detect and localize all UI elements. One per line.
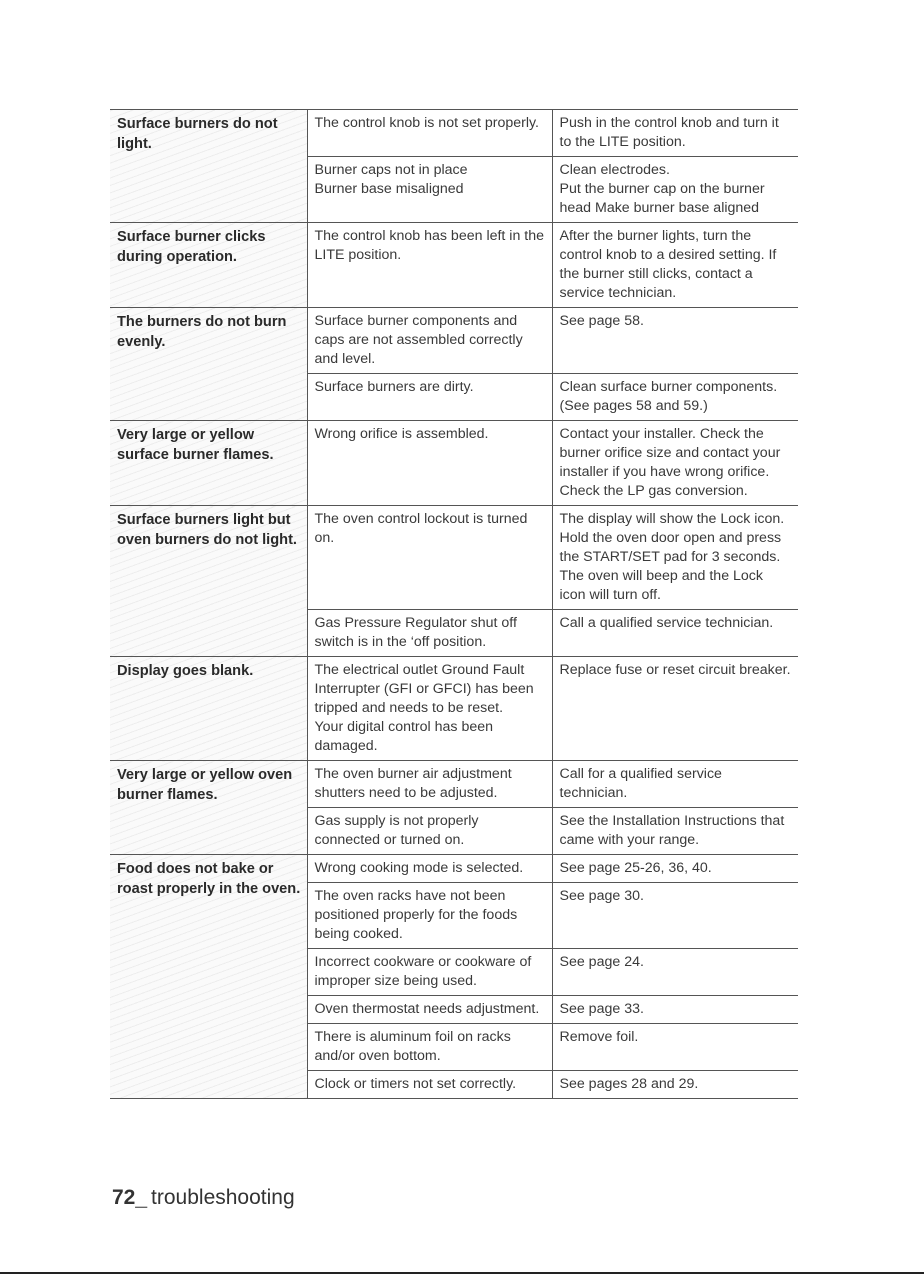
cause-cell: Surface burner components and caps are not assembled correctly and level. <box>307 308 552 374</box>
solution-cell: See pages 28 and 29. <box>552 1071 798 1099</box>
troubleshooting-table <box>110 109 798 1099</box>
table-row <box>110 421 798 506</box>
cause-cell: There is aluminum foil on racks and/or oven bottom. <box>307 1024 552 1071</box>
page-footer <box>112 1186 295 1210</box>
cause-cell: Wrong orifice is assembled. <box>307 421 552 506</box>
problem-cell: Food does not bake or roast properly in the oven. <box>110 855 307 1099</box>
cause-cell: Gas supply is not properly connected or turned on. <box>307 808 552 855</box>
cell-line: Burner base misaligned <box>314 181 464 197</box>
problem-cell: Surface burners light but oven burners do not light. <box>110 506 307 657</box>
solution-cell: See page 33. <box>552 996 798 1024</box>
section-name: troubleshooting <box>151 1186 295 1209</box>
table-row <box>110 506 798 610</box>
table-row <box>110 855 798 883</box>
problem-cell: Surface burner clicks during operation. <box>110 223 307 308</box>
bottom-rule <box>0 1272 924 1274</box>
problem-cell: The burners do not burn evenly. <box>110 308 307 421</box>
solution-cell: See page 30. <box>552 883 798 949</box>
cell-line: Your digital control has been damaged. <box>314 719 494 754</box>
solution-cell: Call a qualified service technician. <box>552 610 798 657</box>
cause-cell <box>307 657 552 761</box>
cell-line: Burner caps not in place <box>314 162 468 178</box>
solution-cell: Push in the control knob and turn it to the LITE position. <box>552 110 798 157</box>
footer-separator: _ <box>135 1186 148 1209</box>
solution-cell: Call for a qualified service technician. <box>552 761 798 808</box>
problem-cell: Very large or yellow oven burner flames. <box>110 761 307 855</box>
solution-cell: See the Installation Instructions that came with your range. <box>552 808 798 855</box>
solution-cell <box>552 157 798 223</box>
cell-line: Put the burner cap on the burner head Make burner base aligned <box>559 181 765 216</box>
table-row <box>110 308 798 374</box>
solution-cell: Contact your installer. Check the burner orifice size and contact your installer if you have wrong orifice. Check the LP gas conversion. <box>552 421 798 506</box>
solution-cell: See page 24. <box>552 949 798 996</box>
cell-line: Clean electrodes. <box>559 162 670 178</box>
solution-cell: After the burner lights, turn the control knob to a desired setting. If the burner still clicks, contact a service technician. <box>552 223 798 308</box>
cause-cell: Gas Pressure Regulator shut off switch is in the ‘off position. <box>307 610 552 657</box>
cause-cell: The oven control lockout is turned on. <box>307 506 552 610</box>
cause-cell: The oven burner air adjustment shutters need to be adjusted. <box>307 761 552 808</box>
cause-cell: The control knob is not set properly. <box>307 110 552 157</box>
table-row <box>110 761 798 808</box>
table-row <box>110 223 798 308</box>
cause-cell: Oven thermostat needs adjustment. <box>307 996 552 1024</box>
cause-cell <box>307 157 552 223</box>
solution-cell: Replace fuse or reset circuit breaker. <box>552 657 798 761</box>
cause-cell: Surface burners are dirty. <box>307 374 552 421</box>
solution-cell: The display will show the Lock icon. Hold the oven door open and press the START/SET pad for 3 seconds. The oven will beep and the Lock icon will turn off. <box>552 506 798 610</box>
table-row <box>110 657 798 761</box>
page-number: 72 <box>112 1186 136 1209</box>
troubleshooting-table-body <box>110 110 798 1099</box>
problem-cell: Surface burners do not light. <box>110 110 307 223</box>
cause-cell: Clock or timers not set correctly. <box>307 1071 552 1099</box>
cause-cell: The oven racks have not been positioned properly for the foods being cooked. <box>307 883 552 949</box>
solution-cell: Remove foil. <box>552 1024 798 1071</box>
solution-cell: Clean surface burner components. (See pages 58 and 59.) <box>552 374 798 421</box>
cause-cell: Incorrect cookware or cookware of improper size being used. <box>307 949 552 996</box>
problem-cell: Very large or yellow surface burner flames. <box>110 421 307 506</box>
cell-line: The electrical outlet Ground Fault Interrupter (GFI or GFCI) has been tripped and needs to be reset. <box>314 662 534 716</box>
solution-cell: See page 25-26, 36, 40. <box>552 855 798 883</box>
table-row <box>110 110 798 157</box>
problem-cell: Display goes blank. <box>110 657 307 761</box>
cause-cell: The control knob has been left in the LITE position. <box>307 223 552 308</box>
solution-cell: See page 58. <box>552 308 798 374</box>
cause-cell: Wrong cooking mode is selected. <box>307 855 552 883</box>
